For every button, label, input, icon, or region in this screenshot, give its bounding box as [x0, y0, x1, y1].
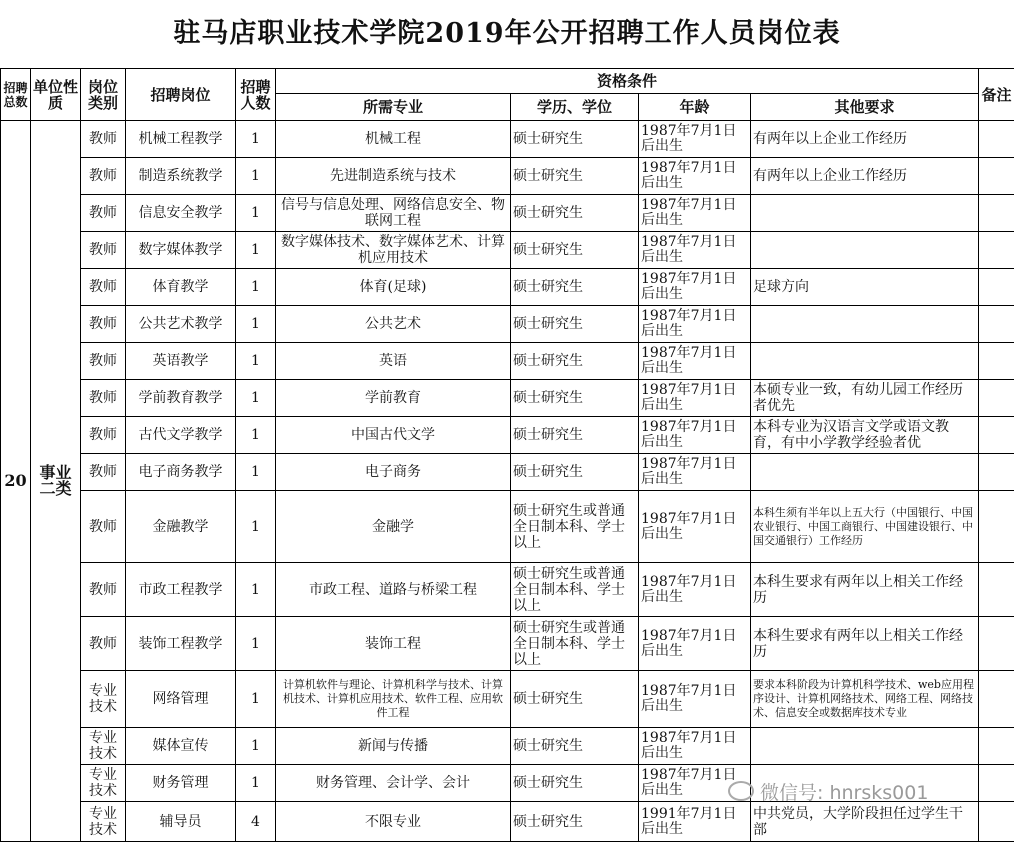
major-cell: 英语 [276, 343, 511, 380]
category-cell: 教师 [81, 269, 126, 306]
category-cell: 教师 [81, 195, 126, 232]
major-cell: 金融学 [276, 491, 511, 563]
category-cell: 教师 [81, 563, 126, 617]
other-cell [751, 232, 979, 269]
count-cell: 1 [236, 306, 276, 343]
count-cell: 1 [236, 121, 276, 158]
position-cell: 金融教学 [126, 491, 236, 563]
position-cell: 英语教学 [126, 343, 236, 380]
position-cell: 电子商务教学 [126, 454, 236, 491]
degree-cell: 硕士研究生或普通全日制本科、学士以上 [511, 617, 639, 671]
major-cell: 中国古代文学 [276, 417, 511, 454]
degree-cell: 硕士研究生 [511, 158, 639, 195]
position-cell: 机械工程教学 [126, 121, 236, 158]
age-cell: 1987年7月1日后出生 [639, 563, 751, 617]
other-cell [751, 306, 979, 343]
age-cell: 1987年7月1日后出生 [639, 121, 751, 158]
position-cell: 网络管理 [126, 671, 236, 728]
remark-cell [979, 563, 1014, 617]
table-row [1, 158, 1014, 195]
position-cell: 辅导员 [126, 802, 236, 842]
category-cell: 教师 [81, 380, 126, 417]
degree-cell: 硕士研究生 [511, 454, 639, 491]
other-cell: 中共党员，大学阶段担任过学生干部 [751, 802, 979, 842]
count-cell: 1 [236, 269, 276, 306]
count-cell: 1 [236, 454, 276, 491]
other-cell: 本科生要求有两年以上相关工作经历 [751, 563, 979, 617]
header-nature: 单位性质 [31, 69, 81, 121]
degree-cell: 硕士研究生 [511, 765, 639, 802]
remark-cell [979, 232, 1014, 269]
remark-cell [979, 269, 1014, 306]
count-cell: 1 [236, 343, 276, 380]
major-cell: 先进制造系统与技术 [276, 158, 511, 195]
position-cell: 媒体宣传 [126, 728, 236, 765]
major-cell: 公共艺术 [276, 306, 511, 343]
count-cell: 1 [236, 232, 276, 269]
other-cell: 要求本科阶段为计算机科学技术、web应用程序设计、计算机网络技术、网络工程、网络技术、信息安全或数据库技术专业 [751, 671, 979, 728]
category-cell: 教师 [81, 417, 126, 454]
remark-cell [979, 306, 1014, 343]
position-cell: 装饰工程教学 [126, 617, 236, 671]
remark-cell [979, 158, 1014, 195]
header-qualification: 资格条件 [276, 69, 979, 94]
position-cell: 市政工程教学 [126, 563, 236, 617]
age-cell: 1991年7月1日后出生 [639, 802, 751, 842]
age-cell: 1987年7月1日后出生 [639, 417, 751, 454]
remark-cell [979, 454, 1014, 491]
degree-cell: 硕士研究生 [511, 269, 639, 306]
remark-cell [979, 417, 1014, 454]
other-cell: 有两年以上企业工作经历 [751, 121, 979, 158]
count-cell: 1 [236, 728, 276, 765]
major-cell: 计算机软件与理论、计算机科学与技术、计算机技术、计算机应用技术、软件工程、应用软件工程 [276, 671, 511, 728]
table-row [1, 343, 1014, 380]
other-cell: 足球方向 [751, 269, 979, 306]
age-cell: 1987年7月1日后出生 [639, 454, 751, 491]
category-cell: 教师 [81, 343, 126, 380]
table-row [1, 563, 1014, 617]
major-cell: 信号与信息处理、网络信息安全、物联网工程 [276, 195, 511, 232]
major-cell: 机械工程 [276, 121, 511, 158]
other-cell [751, 343, 979, 380]
count-cell: 1 [236, 195, 276, 232]
remark-cell [979, 121, 1014, 158]
table-row [1, 121, 1014, 158]
category-cell: 教师 [81, 617, 126, 671]
nature-cell: 事业二类 [31, 121, 81, 842]
remark-cell [979, 491, 1014, 563]
degree-cell: 硕士研究生 [511, 306, 639, 343]
degree-cell: 硕士研究生或普通全日制本科、学士以上 [511, 491, 639, 563]
degree-cell: 硕士研究生或普通全日制本科、学士以上 [511, 563, 639, 617]
major-cell: 学前教育 [276, 380, 511, 417]
age-cell: 1987年7月1日后出生 [639, 343, 751, 380]
category-cell: 教师 [81, 121, 126, 158]
position-cell: 制造系统教学 [126, 158, 236, 195]
category-cell: 专业技术 [81, 671, 126, 728]
table-row [1, 380, 1014, 417]
other-cell [751, 454, 979, 491]
major-cell: 体育(足球) [276, 269, 511, 306]
age-cell: 1987年7月1日后出生 [639, 269, 751, 306]
table-row [1, 269, 1014, 306]
position-cell: 信息安全教学 [126, 195, 236, 232]
count-cell: 1 [236, 491, 276, 563]
age-cell: 1987年7月1日后出生 [639, 671, 751, 728]
major-cell: 不限专业 [276, 802, 511, 842]
other-cell: 本科专业为汉语言文学或语文教育，有中小学教学经验者优 [751, 417, 979, 454]
header-remark: 备注 [979, 69, 1014, 121]
major-cell: 装饰工程 [276, 617, 511, 671]
watermark [728, 778, 928, 805]
age-cell: 1987年7月1日后出生 [639, 617, 751, 671]
count-cell: 1 [236, 380, 276, 417]
header-age: 年龄 [639, 94, 751, 121]
position-cell: 古代文学教学 [126, 417, 236, 454]
major-cell: 数字媒体技术、数字媒体艺术、计算机应用技术 [276, 232, 511, 269]
category-cell: 专业技术 [81, 802, 126, 842]
degree-cell: 硕士研究生 [511, 195, 639, 232]
job-table [0, 68, 1014, 842]
major-cell: 市政工程、道路与桥梁工程 [276, 563, 511, 617]
category-cell: 专业技术 [81, 728, 126, 765]
remark-cell [979, 195, 1014, 232]
remark-cell [979, 343, 1014, 380]
degree-cell: 硕士研究生 [511, 121, 639, 158]
table-row [1, 232, 1014, 269]
wechat-icon [728, 781, 754, 801]
table-row [1, 306, 1014, 343]
header-major: 所需专业 [276, 94, 511, 121]
category-cell: 专业技术 [81, 765, 126, 802]
degree-cell: 硕士研究生 [511, 417, 639, 454]
major-cell: 电子商务 [276, 454, 511, 491]
major-cell: 财务管理、会计学、会计 [276, 765, 511, 802]
table-row [1, 454, 1014, 491]
age-cell: 1987年7月1日后出生 [639, 728, 751, 765]
other-cell: 本硕专业一致，有幼儿园工作经历者优先 [751, 380, 979, 417]
header-total: 招聘总数 [1, 69, 31, 121]
other-cell: 本科生须有半年以上五大行（中国银行、中国农业银行、中国工商银行、中国建设银行、中国交通银行）工作经历 [751, 491, 979, 563]
count-cell: 1 [236, 671, 276, 728]
count-cell: 1 [236, 563, 276, 617]
position-cell: 数字媒体教学 [126, 232, 236, 269]
position-cell: 体育教学 [126, 269, 236, 306]
count-cell: 1 [236, 417, 276, 454]
table-row [1, 617, 1014, 671]
other-cell [751, 728, 979, 765]
table-row [1, 195, 1014, 232]
page-title: 驻马店职业技术学院2019年公开招聘工作人员岗位表 [0, 0, 1014, 68]
degree-cell: 硕士研究生 [511, 343, 639, 380]
count-cell: 1 [236, 765, 276, 802]
degree-cell: 硕士研究生 [511, 728, 639, 765]
count-cell: 1 [236, 158, 276, 195]
count-cell: 4 [236, 802, 276, 842]
header-count: 招聘人数 [236, 69, 276, 121]
category-cell: 教师 [81, 306, 126, 343]
age-cell: 1987年7月1日后出生 [639, 306, 751, 343]
degree-cell: 硕士研究生 [511, 802, 639, 842]
degree-cell: 硕士研究生 [511, 232, 639, 269]
position-cell: 财务管理 [126, 765, 236, 802]
watermark-text: 微信号: hnrsks001 [760, 782, 928, 804]
age-cell: 1987年7月1日后出生 [639, 380, 751, 417]
other-cell [751, 195, 979, 232]
remark-cell [979, 765, 1014, 802]
age-cell: 1987年7月1日后出生 [639, 765, 751, 802]
category-cell: 教师 [81, 491, 126, 563]
table-row [1, 728, 1014, 765]
table-row [1, 417, 1014, 454]
other-cell: 有两年以上企业工作经历 [751, 158, 979, 195]
position-cell: 公共艺术教学 [126, 306, 236, 343]
header-degree: 学历、学位 [511, 94, 639, 121]
other-cell: 本科生要求有两年以上相关工作经历 [751, 617, 979, 671]
header-position: 招聘岗位 [126, 69, 236, 121]
age-cell: 1987年7月1日后出生 [639, 158, 751, 195]
remark-cell [979, 671, 1014, 728]
degree-cell: 硕士研究生 [511, 380, 639, 417]
header-category: 岗位类别 [81, 69, 126, 121]
remark-cell [979, 728, 1014, 765]
category-cell: 教师 [81, 158, 126, 195]
age-cell: 1987年7月1日后出生 [639, 232, 751, 269]
header-other: 其他要求 [751, 94, 979, 121]
category-cell: 教师 [81, 232, 126, 269]
count-cell: 1 [236, 617, 276, 671]
degree-cell: 硕士研究生 [511, 671, 639, 728]
position-cell: 学前教育教学 [126, 380, 236, 417]
age-cell: 1987年7月1日后出生 [639, 491, 751, 563]
remark-cell [979, 617, 1014, 671]
remark-cell [979, 380, 1014, 417]
table-row [1, 671, 1014, 728]
age-cell: 1987年7月1日后出生 [639, 195, 751, 232]
total-cell: 20 [1, 121, 31, 842]
major-cell: 新闻与传播 [276, 728, 511, 765]
table-row [1, 491, 1014, 563]
category-cell: 教师 [81, 454, 126, 491]
